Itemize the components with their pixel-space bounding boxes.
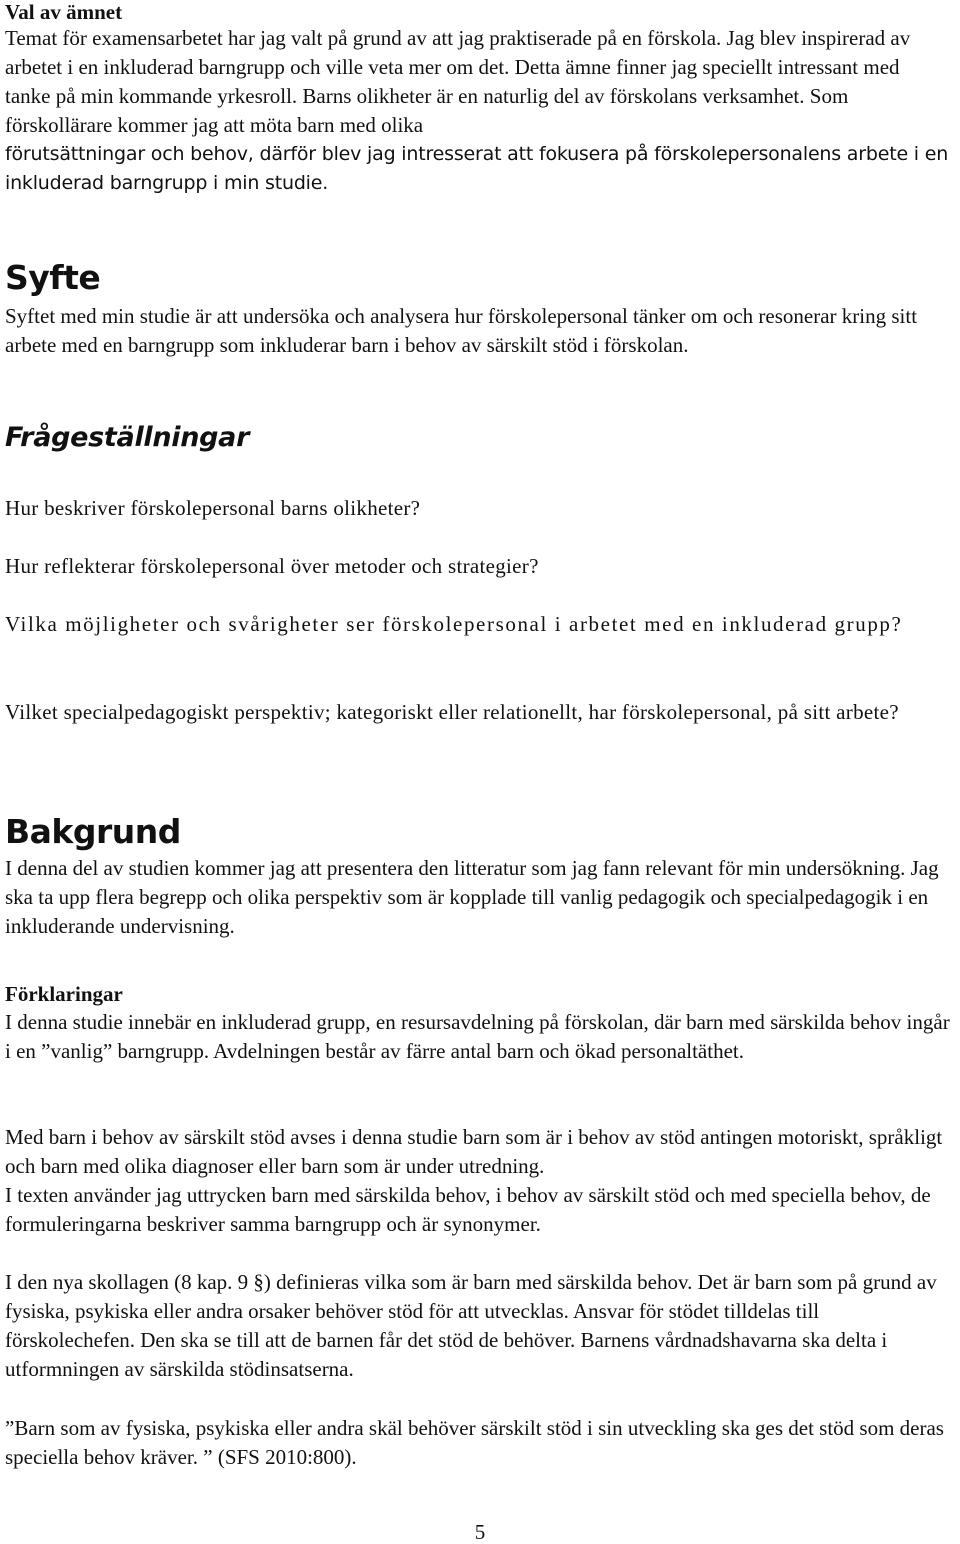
question-3-block	[5, 610, 950, 639]
section-quote	[5, 1414, 950, 1472]
heading-forklaringar: Förklaringar	[5, 982, 123, 1006]
question-3: Vilka möjligheter och svårigheter ser förskolepersonal i arbetet med en inkluderad grupp?	[5, 612, 903, 636]
paragraph-val-1: Temat för examensarbetet har jag valt på grund av att jag praktiserade på en förskola. Jag blev inspirerad av arbetet i en inkluderad barngrupp och ville veta mer om det. Detta ämne finner jag speciellt intressant med tanke på min kommande yrkesroll. Barns olikheter är en naturlig del av förskolans verksamhet. Som förskollärare kommer jag att möta barn med olika	[5, 26, 911, 137]
section-forklaringar	[5, 980, 950, 1066]
paragraph-bakgrund: I denna del av studien kommer jag att presentera den litteratur som jag fann relevant för min undersökning. Jag ska ta upp flera begrepp och olika perspektiv som är kopplade till vanlig pedagogik och specialpedagogik i en inkluderande undervisning.	[5, 856, 939, 938]
question-2: Hur reflekterar förskolepersonal över metoder och strategier?	[5, 554, 539, 578]
heading-fragestallningar: Frågeställningar	[5, 422, 250, 453]
section-val-av-amnet	[5, 0, 950, 198]
paragraph-forklaringar-2b: I texten använder jag uttrycken barn med särskilda behov, i behov av särskilt stöd och med speciella behov, de formuleringarna beskriver samma barngrupp och är synonymer.	[5, 1183, 931, 1236]
section-fragestallningar	[5, 421, 950, 455]
page-number: 5	[474, 1520, 486, 1544]
paragraph-forklaringar-1: I denna studie innebär en inkluderad grupp, en resursavdelning på förskolan, där barn med särskilda behov ingår i en ”vanlig” barngrupp. Avdelningen består av färre antal barn och ökad personaltäthet.	[5, 1010, 950, 1063]
question-1: Hur beskriver förskolepersonal barns olikheter?	[5, 496, 421, 520]
heading-syfte: Syfte	[5, 258, 101, 297]
section-forklaringar-2	[5, 1123, 950, 1239]
law-quote: ”Barn som av fysiska, psykiska eller andra skäl behöver särskilt stöd i sin utveckling ska ges det stöd som deras speciella behov kräver. ” (SFS 2010:800).	[5, 1416, 944, 1469]
paragraph-val-2: förutsättningar och behov, därför blev jag intresserat att fokusera på förskolepersonalens arbete i en inkluderad barngrupp i min studie.	[5, 143, 949, 194]
heading-val-av-amnet: Val av ämnet	[5, 0, 123, 24]
question-4-block	[5, 698, 950, 727]
question-2-block	[5, 552, 950, 581]
paragraph-syfte: Syftet med min studie är att undersöka och analysera hur förskolepersonal tänker om och resonerar kring sitt arbete med en barngrupp som inkluderar barn i behov av särskilt stöd i förskolan.	[5, 304, 918, 357]
section-forklaringar-3	[5, 1268, 950, 1384]
heading-bakgrund: Bakgrund	[5, 812, 181, 851]
section-syfte	[5, 258, 950, 360]
paragraph-forklaringar-2a: Med barn i behov av särskilt stöd avses i denna studie barn som är i behov av stöd antingen motoriskt, språkligt och barn med olika diagnoser eller barn som är under utredning.	[5, 1125, 943, 1178]
paragraph-forklaringar-3: I den nya skollagen (8 kap. 9 §) definieras vilka som är barn med särskilda behov. Det är barn som på grund av fysiska, psykiska eller andra orsaker behöver stöd för att utvecklas. Ansvar för stödet tilldelas till förskolechefen. Den ska se till att de barnen får det stöd de behöver. Barnens vårdnadshavarna ska delta i utformningen av särskilda stödinsatserna.	[5, 1270, 937, 1381]
question-4: Vilket specialpedagogiskt perspektiv; kategoriskt eller relationellt, har förskolepersonal, på sitt arbete?	[5, 700, 899, 724]
section-bakgrund	[5, 812, 950, 941]
question-1-block	[5, 494, 950, 523]
